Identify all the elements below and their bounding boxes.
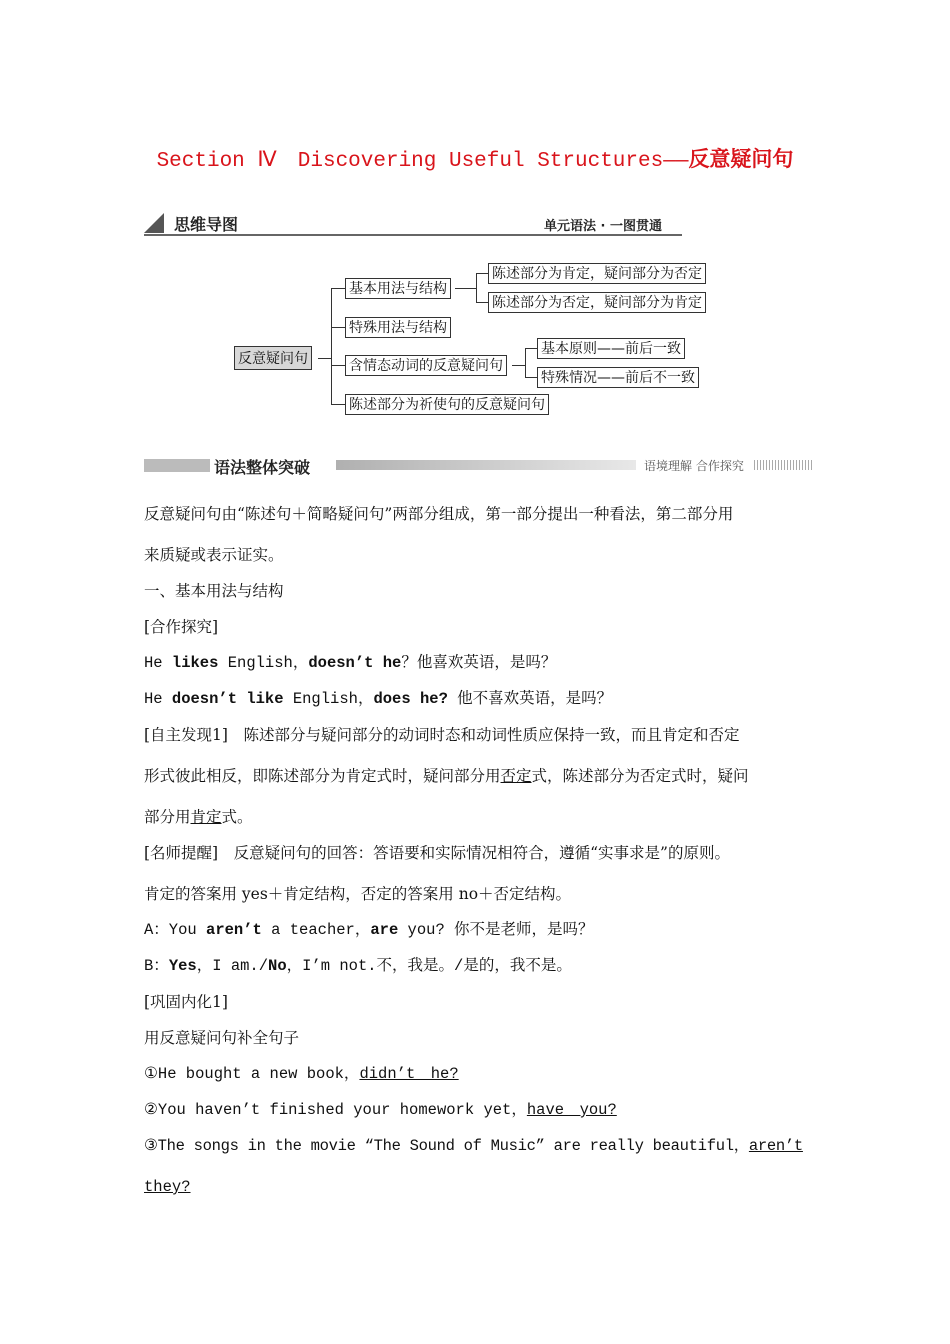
connector (331, 327, 345, 328)
text: ①He bought a new book， (144, 1065, 360, 1083)
answer-blank: aren’t (748, 1137, 803, 1155)
mindmap-node-principle: 基本原则——前后一致 (537, 338, 685, 359)
mindmap-node-negative: 陈述部分为否定，疑问部分为肯定 (488, 292, 706, 313)
finding-1-line-2 (144, 766, 814, 786)
mindmap-root: 反意疑问句 (234, 346, 312, 370)
verb: doesn’t like (171, 690, 284, 708)
question-3 (144, 1136, 814, 1156)
connector (525, 348, 526, 378)
text: 陈述部分与疑问部分的动词时态和动词性质应保持一致，而且肯定和否定 (227, 726, 740, 744)
answer-blank: 否定 (500, 767, 532, 785)
example-b (144, 956, 814, 976)
text: ②You haven’t finished your homework yet， (144, 1101, 527, 1119)
mindmap-node-positive: 陈述部分为肯定，疑问部分为否定 (488, 263, 706, 284)
section-label: 思维导图 (174, 215, 239, 234)
section-subtitle: 语境理解 合作探究 (644, 459, 744, 473)
question-2 (144, 1100, 814, 1120)
connector (476, 273, 477, 303)
connector (476, 273, 488, 274)
text: 反意疑问句的回答：答语要和实际情况相符合，遵循“实事求是”的原则。 (218, 844, 730, 862)
question-1 (144, 1064, 814, 1084)
decor-bar (144, 459, 210, 472)
tag-question: does he? (373, 690, 448, 708)
text: English， (218, 654, 309, 672)
tag-question: doesn’t he (308, 654, 402, 672)
heading-basic: 一、基本用法与结构 (144, 582, 284, 600)
text: 式，陈述部分为否定式时，疑问 (531, 767, 749, 785)
example-2 (144, 689, 814, 709)
connector (525, 377, 537, 378)
finding-1-line-1 (144, 725, 814, 745)
mindmap-node-modal: 含情态动词的反意疑问句 (345, 355, 507, 376)
intro-line-2: 来质疑或表示证实。 (144, 546, 284, 564)
translation: you? 你不是老师，是吗？ (398, 921, 594, 939)
text: B： (144, 957, 169, 975)
translation: 他不喜欢英语，是吗？ (447, 690, 613, 708)
connector (512, 365, 526, 366)
mindmap-node-exception: 特殊情况——前后不一致 (537, 367, 699, 388)
connector (318, 358, 332, 359)
connector (331, 404, 345, 405)
mindmap-node-basic: 基本用法与结构 (345, 278, 451, 299)
tag-explore: [合作探究] (144, 618, 219, 636)
section-header-grammar (144, 455, 814, 475)
connector (455, 288, 477, 289)
decor-gradient (336, 460, 636, 470)
example-1 (144, 653, 814, 673)
answer-yes: Yes (168, 957, 197, 975)
text: ，I am./ (196, 957, 269, 975)
title-en: Section Ⅳ Discovering Useful Structures—— (156, 150, 689, 173)
mindmap-node-imperative: 陈述部分为祈使句的反意疑问句 (345, 394, 549, 415)
example-a (144, 920, 814, 940)
translation: ，I’m not.不，我是。/是的，我不是。 (286, 957, 572, 975)
answer-blank: they? (144, 1178, 191, 1196)
tag-question: are (370, 921, 399, 939)
tag-tip: [名师提醒] (144, 844, 219, 862)
task-instruction: 用反意疑问句补全句子 (144, 1029, 300, 1047)
text: 式。 (221, 808, 253, 826)
mind-map (0, 0, 950, 440)
finding-1-line-3 (144, 807, 814, 827)
connector (331, 365, 345, 366)
answer-blank: have you? (526, 1101, 617, 1119)
tag-consolidate: [巩固内化1] (144, 993, 228, 1011)
connector (525, 348, 537, 349)
connector (331, 288, 345, 289)
text: English， (283, 690, 374, 708)
mindmap-node-special: 特殊用法与结构 (345, 317, 451, 338)
question-3-cont (144, 1177, 814, 1197)
title-cn: 反意疑问句 (688, 147, 794, 171)
connector (476, 302, 488, 303)
text: 部分用 (144, 808, 191, 826)
text: He (144, 654, 172, 672)
translation: ？他喜欢英语，是吗？ (401, 654, 557, 672)
text: a teacher， (261, 921, 371, 939)
text: 形式彼此相反，即陈述部分为肯定式时，疑问部分用 (144, 767, 501, 785)
section-subtitle: 单元语法 · 一图贯通 (544, 219, 662, 234)
intro-line-1: 反意疑问句由“陈述句＋简略疑问句”两部分组成，第一部分提出一种看法，第二部分用 (144, 505, 734, 523)
text: He (144, 690, 172, 708)
answer-blank: 肯定 (190, 808, 222, 826)
section-label: 语法整体突破 (214, 458, 311, 477)
tip-line-2: 肯定的答案用 yes＋肯定结构，否定的答案用 no＋否定结构。 (144, 885, 572, 903)
text: ③The songs in the movie “The Sound of Music” are really beautiful， (144, 1137, 749, 1155)
tip-line-1 (144, 843, 814, 863)
answer-blank: didn’t he? (359, 1065, 459, 1083)
tag-finding: [自主发现1] (144, 726, 228, 744)
connector (331, 288, 332, 404)
decor-dots (754, 460, 814, 470)
verb: aren’t (206, 921, 262, 939)
text: A：You (144, 921, 207, 939)
answer-no: No (268, 957, 287, 975)
verb: likes (171, 654, 219, 672)
